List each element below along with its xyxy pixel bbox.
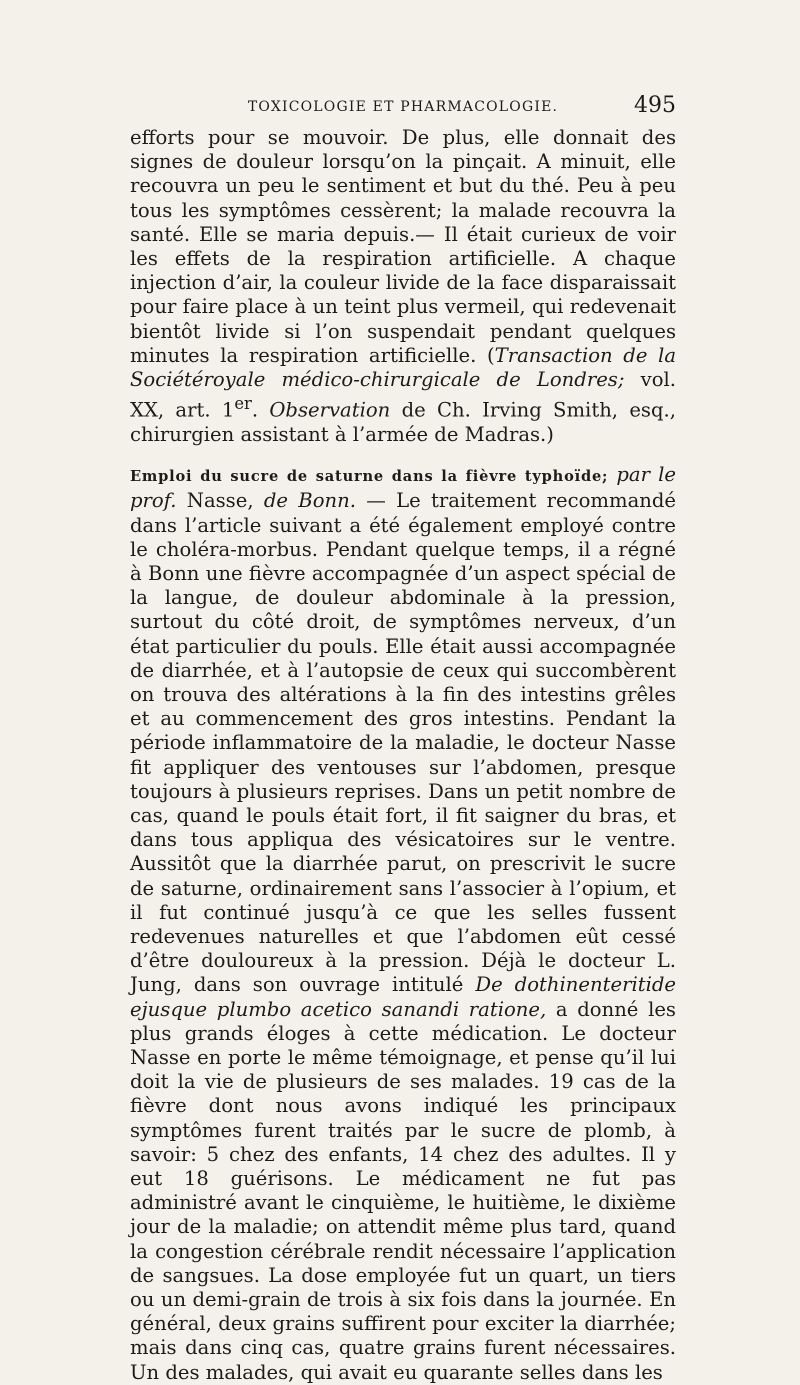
- cited-work-title: De dothinenteritide ejusque plumbo acetico sanandi ratione,: [130, 973, 676, 1021]
- observation-label: Observation: [269, 398, 391, 422]
- paragraph-sucre-de-saturne: [130, 463, 676, 1385]
- author-name: Nasse,: [176, 489, 264, 513]
- running-head: [130, 93, 676, 118]
- source-title: Transaction de la Sociétéroyale médico-chirurgicale de Londres;: [130, 343, 677, 392]
- paragraph1-text-a: efforts pour se mouvoir. De plus, elle donnait des signes de douleur lorsqu’on la pinçait. A minuit, elle recouvra un peu le sentiment et but du thé. Peu à peu tous les symptômes cessèrent; la malade recouvra la santé. Elle se maria depuis.— Il était curieux de voir les effets de la respiration artificielle. A chaque injection d’air, la couleur livide de la face disparaissait pour faire place à un teint plus vermeil, qui redevenait bientôt livide si l’on suspendait pendant quelques minutes la respiration artificielle. (: [130, 126, 676, 367]
- running-title: TOXICOLOGIE ET PHARMACOLOGIE.: [247, 99, 559, 115]
- paragraph1-text-d: de Ch. Irving Smith, esq., chirurgien assistant à l’armée de Madras.): [130, 398, 676, 446]
- section-heading: Emploi du sucre de saturne dans la fièvre typhoïde;: [130, 468, 609, 486]
- ordinal-suffix: er: [234, 394, 252, 414]
- paragraph2-text-b: a donné les plus grands éloges à cette médication. Le docteur Nasse en porte le même témoignage, et pense qu’il lui doit la vie de plusieurs de ses malades. 19 cas de la fièvre dont nous avons indiqué les principaux symptômes furent traités par le sucre de plomb, à savoir: 5 chez des enfants, 14 chez des adultes. Il y eut 18 guérisons. Le médicament ne fut pas administré avant le cinquième, le huitième, le dixième jour de la maladie; on attendit même plus tard, quand la congestion cérébrale rendit nécessaire l’application de sangsues. La dose employée fut un quart, un tiers ou un demi-grain de trois à six fois dans la journée. En général, deux grains suffirent pour exciter la diarrhée; mais dans cinq cas, quatre grains furent nécessaires. Un des malades, qui avait eu quarante selles dans les: [130, 997, 676, 1384]
- body-text: [130, 126, 676, 1385]
- paragraph1-text-c: .: [251, 398, 270, 422]
- author-prefix: par le prof.: [130, 463, 676, 513]
- paragraph2-text-a: — Le traitement recommandé dans l’article suivant a été également employé contre le choléra-morbus. Pendant quelque temps, il a régné à Bonn une fièvre accompagnée d’un aspect spécial de la langue, de douleur abdominale à la pression, surtout du côté droit, de symptômes nerveux, d’un état particulier du pouls. Elle était aussi accompagnée de diarrhée, et à l’autopsie de ceux qui succombèrent on trouva des altérations à la fin des intestins grêles et au commencement des gros intestins. Pendant la période inflammatoire de la maladie, le docteur Nasse fit appliquer des ventouses sur l’abdomen, presque toujours à plusieurs reprises. Dans un petit nombre de cas, quand le pouls était fort, il fit saigner du bras, et dans tous appliqua des vésicatoires sur le ventre. Aussitôt que la diarrhée parut, on prescrivit le sucre de saturne, ordinairement sans l’associer à l’opium, et il fut continué jusqu’à ce que les selles fussent redevenues naturelles et que l’abdomen eût cessé d’être douloureux à la pression. Déjà le docteur L. Jung, dans son ouvrage intitulé: [130, 489, 677, 997]
- author-place: de Bonn.: [263, 489, 356, 513]
- page-number: 495: [634, 93, 676, 118]
- paragraph-respiration: [130, 126, 676, 447]
- paragraph1-text-b: vol. XX, art. 1: [130, 368, 677, 422]
